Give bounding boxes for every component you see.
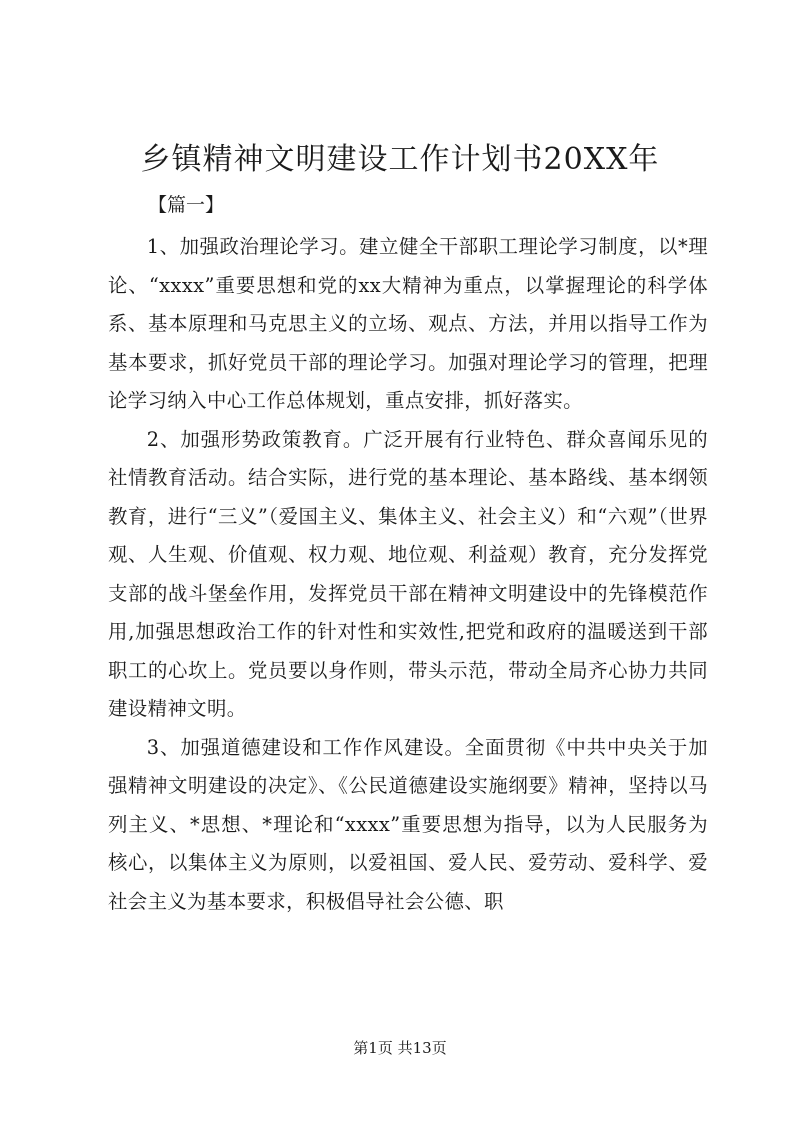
document-body	[108, 228, 708, 921]
page-footer: 第1页 共13页	[353, 1039, 447, 1057]
paragraph-3: 3、加强道德建设和工作作风建设。全面贯彻《中共中央关于加强精神文明建设的决定》、《公民道德建设实施纲要》精神，坚持以马列主义、*思想、*理论和“xxxx”重要思想为指导，以为人民服务为核心，以集体主义为原则，以爱祖国、爱人民、爱劳动、爱科学、爱社会主义为基本要求，积极倡导社会公德、职	[108, 735, 708, 913]
paragraph-2: 2、加强形势政策教育。广泛开展有行业特色、群众喜闻乐见的社情教育活动。结合实际，进行党的基本理论、基本路线、基本纲领教育，进行“三义”（爱国主义、集体主义、社会主义）和“六观”（世界观、人生观、价值观、权力观、地位观、利益观）教育，充分发挥党支部的战斗堡垒作用，发挥党员干部在精神文明建设中的先锋模范作用,加强思想政治工作的针对性和实效性,把党和政府的温暖送到干部职工的心坎上。党员要以身作则，带头示范，带动全局齐心协力共同建设精神文明。	[108, 427, 708, 720]
document-title: 乡镇精神文明建设工作计划书20XX年	[140, 142, 660, 177]
paragraph-1: 1、加强政治理论学习。建立健全干部职工理论学习制度，以*理论、“xxxx”重要思想和党的xx大精神为重点，以掌握理论的科学体系、基本原理和马克思主义的立场、观点、方法，并用以指导工作为基本要求，抓好党员干部的理论学习。加强对理论学习的管理，把理论学习纳入中心工作总体规划，重点安排，抓好落实。	[108, 235, 708, 412]
section-label: 【篇一】	[148, 194, 225, 216]
